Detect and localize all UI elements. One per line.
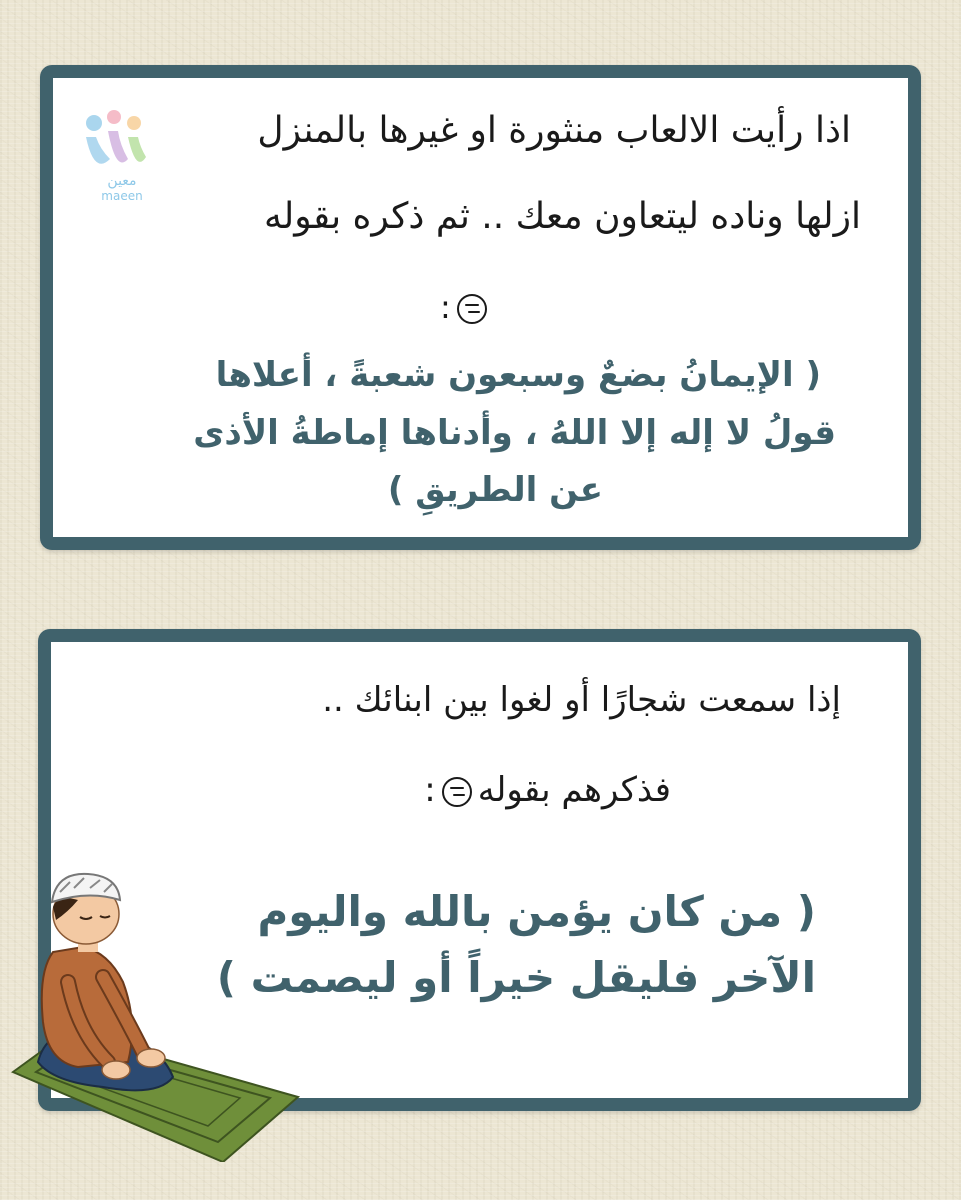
praying-boy-illustration <box>8 872 308 1162</box>
card1-quote-line-2: قولُ لا إله إلا اللهُ ، وأدناها إماطةُ الأذى <box>193 413 836 453</box>
card1-line-3 <box>440 288 493 326</box>
salawat-icon <box>442 777 472 807</box>
colon-text: : <box>424 770 436 810</box>
card1-quote-line-3: عن الطريقِ ) <box>387 470 603 510</box>
card2-quote-line-1: ( من كان يؤمن بالله واليوم <box>257 887 816 936</box>
card1-line-1: اذا رأيت الالعاب منثورة او غيرها بالمنزل <box>257 110 851 151</box>
card2-quote-line-2: الآخر فليقل خيراً أو ليصمت ) <box>216 953 816 1002</box>
card1-line-2: ازلها وناده ليتعاون معك .. ثم ذكره بقوله <box>264 196 861 237</box>
card2-line-2 <box>424 770 671 810</box>
card2-line-2-text: فذكرهم بقوله <box>477 770 671 810</box>
salawat-icon <box>457 294 487 324</box>
logo-arabic-text: معين <box>107 173 137 189</box>
colon-text: : <box>440 288 451 326</box>
maeen-logo-icon <box>82 103 162 203</box>
card1-quote-line-1: ( الإيمانُ بضعٌ وسبعون شعبةً ، أعلاها <box>215 355 821 395</box>
logo-latin-text: maeen <box>101 189 143 203</box>
card2-line-1: إذا سمعت شجارًا أو لغوا بين ابنائك .. <box>322 680 841 720</box>
